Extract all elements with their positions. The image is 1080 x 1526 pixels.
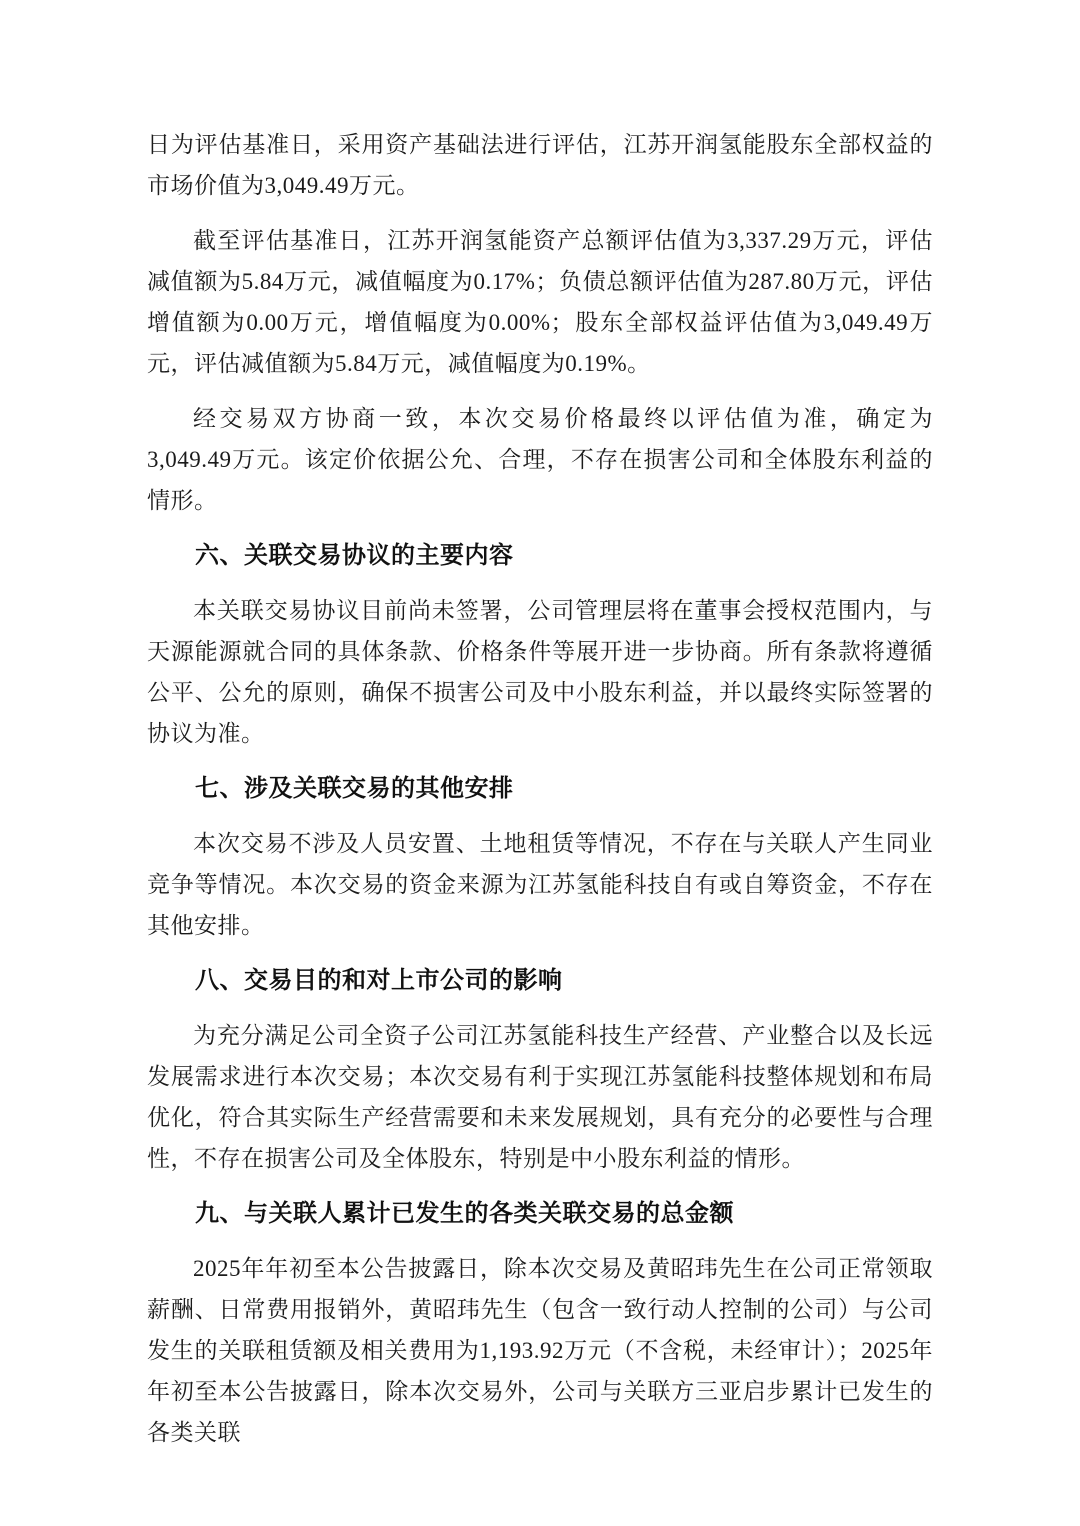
paragraph-purpose-and-impact: 为充分满足公司全资子公司江苏氢能科技生产经营、产业整合以及长远发展需求进行本次交易；本次交易有利于实现江苏氢能科技整体规划和布局优化，符合其实际生产经营需要和未来发展规划，具有充分的必要性与合理性，不存在损害公司及全体股东，特别是中小股东利益的情形。 bbox=[147, 1023, 933, 1171]
section-heading-9-cumulative-related-transactions: 九、与关联人累计已发生的各类关联交易的总金额 bbox=[195, 1200, 734, 1227]
section-heading-7-other-arrangements: 七、涉及关联交易的其他安排 bbox=[195, 775, 514, 802]
paragraph-valuation-continuation: 日为评估基准日，采用资产基础法进行评估，江苏开润氢能股东全部权益的市场价值为3,049.49万元。 bbox=[147, 132, 933, 198]
paragraph-price-determination: 经交易双方协商一致，本次交易价格最终以评估值为准，确定为3,049.49万元。该定价依据公允、合理，不存在损害公司和全体股东利益的情形。 bbox=[147, 406, 933, 513]
paragraph-other-arrangements: 本次交易不涉及人员安置、土地租赁等情况，不存在与关联人产生同业竞争等情况。本次交易的资金来源为江苏氢能科技自有或自筹资金，不存在其他安排。 bbox=[147, 831, 933, 938]
paragraph-agreement-status: 本关联交易协议目前尚未签署，公司管理层将在董事会授权范围内，与天源能源就合同的具体条款、价格条件等展开进一步协商。所有条款将遵循公平、公允的原则，确保不损害公司及中小股东利益，并以最终实际签署的协议为准。 bbox=[147, 598, 933, 746]
section-heading-6-agreement-main-content: 六、关联交易协议的主要内容 bbox=[195, 542, 514, 569]
section-heading-8-purpose-and-impact: 八、交易目的和对上市公司的影响 bbox=[195, 967, 563, 994]
paragraph-cumulative-related-transactions: 2025年年初至本公告披露日，除本次交易及黄昭玮先生在公司正常领取薪酬、日常费用报销外，黄昭玮先生（包含一致行动人控制的公司）与公司发生的关联租赁额及相关费用为1,193.92万元（不含税，未经审计）；2025年年初至本公告披露日，除本次交易外，公司与关联方三亚启步累计已发生的各类关联 bbox=[147, 1256, 933, 1445]
paragraph-valuation-results: 截至评估基准日，江苏开润氢能资产总额评估值为3,337.29万元，评估减值额为5.84万元，减值幅度为0.17%；负债总额评估值为287.80万元，评估增值额为0.00万元，增值幅度为0.00%；股东全部权益评估值为3,049.49万元，评估减值额为5.84万元，减值幅度为0.19%。 bbox=[147, 228, 933, 376]
